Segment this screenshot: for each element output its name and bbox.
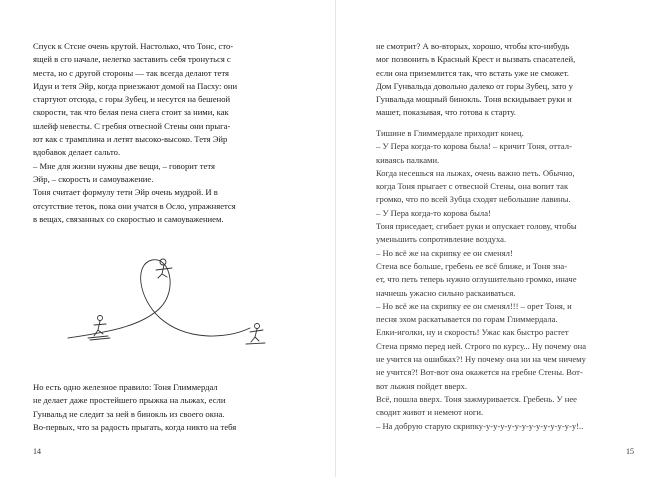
left-page (0, 0, 335, 477)
text-line: Когда несешься на лыжах, очень важно петь. Обычно, (376, 167, 575, 178)
page-number-right: 15 (626, 447, 634, 456)
left-bottom-paragraph (33, 381, 305, 434)
text-line: ют как с трамплина и летят высоко-высоко. Тетя Эйр (33, 134, 228, 145)
text-line: вот лыжня пойдет вверх. (376, 380, 467, 391)
text-line: не учится на ошибках?! Ну почему она ни на чем ничему (376, 354, 586, 365)
left-top-paragraphs (33, 40, 305, 226)
text-line: – Мне для жизни нужны две вещи, – говорит тетя (33, 160, 215, 171)
text-line: Гунвальда мощный бинокль. Тоня вскидывает руки и (376, 94, 572, 105)
text-line: скорости, так что белая пена снега стоит за ними, как (33, 107, 229, 118)
text-line: – У Пера когда-то корова была! – кричит Тоня, оттал- (376, 141, 572, 152)
text-line: Всё, пошла вверх. Тоня зажмуривается. Гребень. У нее (376, 393, 577, 404)
text-line: – У Пера когда-то корова была! (376, 207, 491, 218)
text-line: песня эхом раскатывается по горам Глиммердала. (376, 314, 558, 325)
text-line: Стена прямо перед ней. Строго по курсу... Ну почему она (376, 340, 587, 351)
text-line: – На добрую старую скрипку-у-у-у-у-у-у-у-у-у-у-у-у-у!.. (376, 420, 584, 431)
text-line: отсутствие теток, пока они учатся в Осло, упражняется (33, 200, 236, 211)
text-line: Но есть одно железное правило: Тоня Глиммердал (33, 382, 218, 392)
text-line: уменьшить сопротивление воздуха. (376, 234, 507, 245)
text-line: Гунвальд не следит за ней в бинокль из своего окна. (33, 408, 225, 419)
text-line: Тоня считает формулу тети Эйр очень мудрой. И в (33, 187, 218, 198)
text-line: Дом Гунвальда довольно далеко от горы Зубец, зато у (376, 80, 573, 91)
ski-jump-drawing (60, 248, 300, 358)
text-line: не делает даже простейшего прыжка на лыжах, если (33, 395, 226, 406)
text-line: когда Тоня прыгает с отвесной Стены, она вопит так (376, 181, 569, 192)
text-line: если она приземлится так, что встать уже не сможет. (376, 67, 569, 78)
right-top-paragraph (376, 40, 628, 120)
right-bottom-paragraphs (376, 127, 628, 433)
text-line: начнешь ужасно сильно раскаиваться. (376, 287, 516, 298)
text-line: сводит живот и немеют ноги. (376, 407, 484, 418)
text-line: Спуск к Стсне очень крутой. Настолько, что Тонс, сто- (33, 41, 234, 51)
text-line: Эйр, – скорость и самоуважение. (33, 173, 154, 184)
text-line: ящей в сго начале, нелегко заставить себя тронуться с (33, 54, 231, 65)
text-line: стартуют отсюда, с горы Зубец, и несутся на бешеной (33, 94, 231, 105)
text-line: в вещах, связанных со скоростью и самоуважением. (33, 213, 224, 224)
text-line: мог позвонить в Красный Крест и вызвать спасателей, (376, 54, 576, 65)
text-line: шлейф невесты. С гребня отвесной Стены они прыга- (33, 120, 231, 131)
text-line: Елки-иголки, ну и скорость! Ужас как быстро растет (376, 327, 569, 338)
text-line: ет, что петь теперь нужно оглушительно громко, иначе (376, 274, 577, 285)
text-line: – Но всё же на скрипку ее он сменял!!! – орет Тоня, и (376, 300, 572, 311)
text-line: киваясь палками. (376, 154, 440, 165)
page-number-left: 14 (33, 447, 41, 456)
text-line: не смотрит? А во-вторых, хорошо, чтобы кто-нибудь (376, 41, 570, 51)
text-line: Во-первых, что за радость прыгать, когда никто на тебя (33, 421, 237, 432)
text-line: места, но с другой стороны — так всегда делают тетя (33, 67, 229, 78)
text-line: Тишине в Глиммердале приходит конец. (376, 128, 524, 138)
text-line: Идун и тетя Эйр, когда приезжают домой на Пасху: они (33, 80, 238, 91)
right-page (336, 0, 671, 477)
text-line: машет, показывая, что готова к старту. (376, 107, 516, 118)
text-line: Стена все больше, гребень ее всё ближе, и Тоня зна- (376, 260, 568, 271)
text-line: Тоня приседает, сгибает руки и опускает голову, чтобы (376, 221, 577, 232)
text-line: громко, что по всей Зубца сходят небольшие лавины. (376, 194, 571, 205)
text-line: вдобавок делает сальто. (33, 147, 121, 158)
text-line: – Но всё же на скрипку ее он сменял! (376, 247, 513, 258)
text-line: не учится?! Вот-вот она окажется на гребне Стены. Вот- (376, 367, 583, 378)
